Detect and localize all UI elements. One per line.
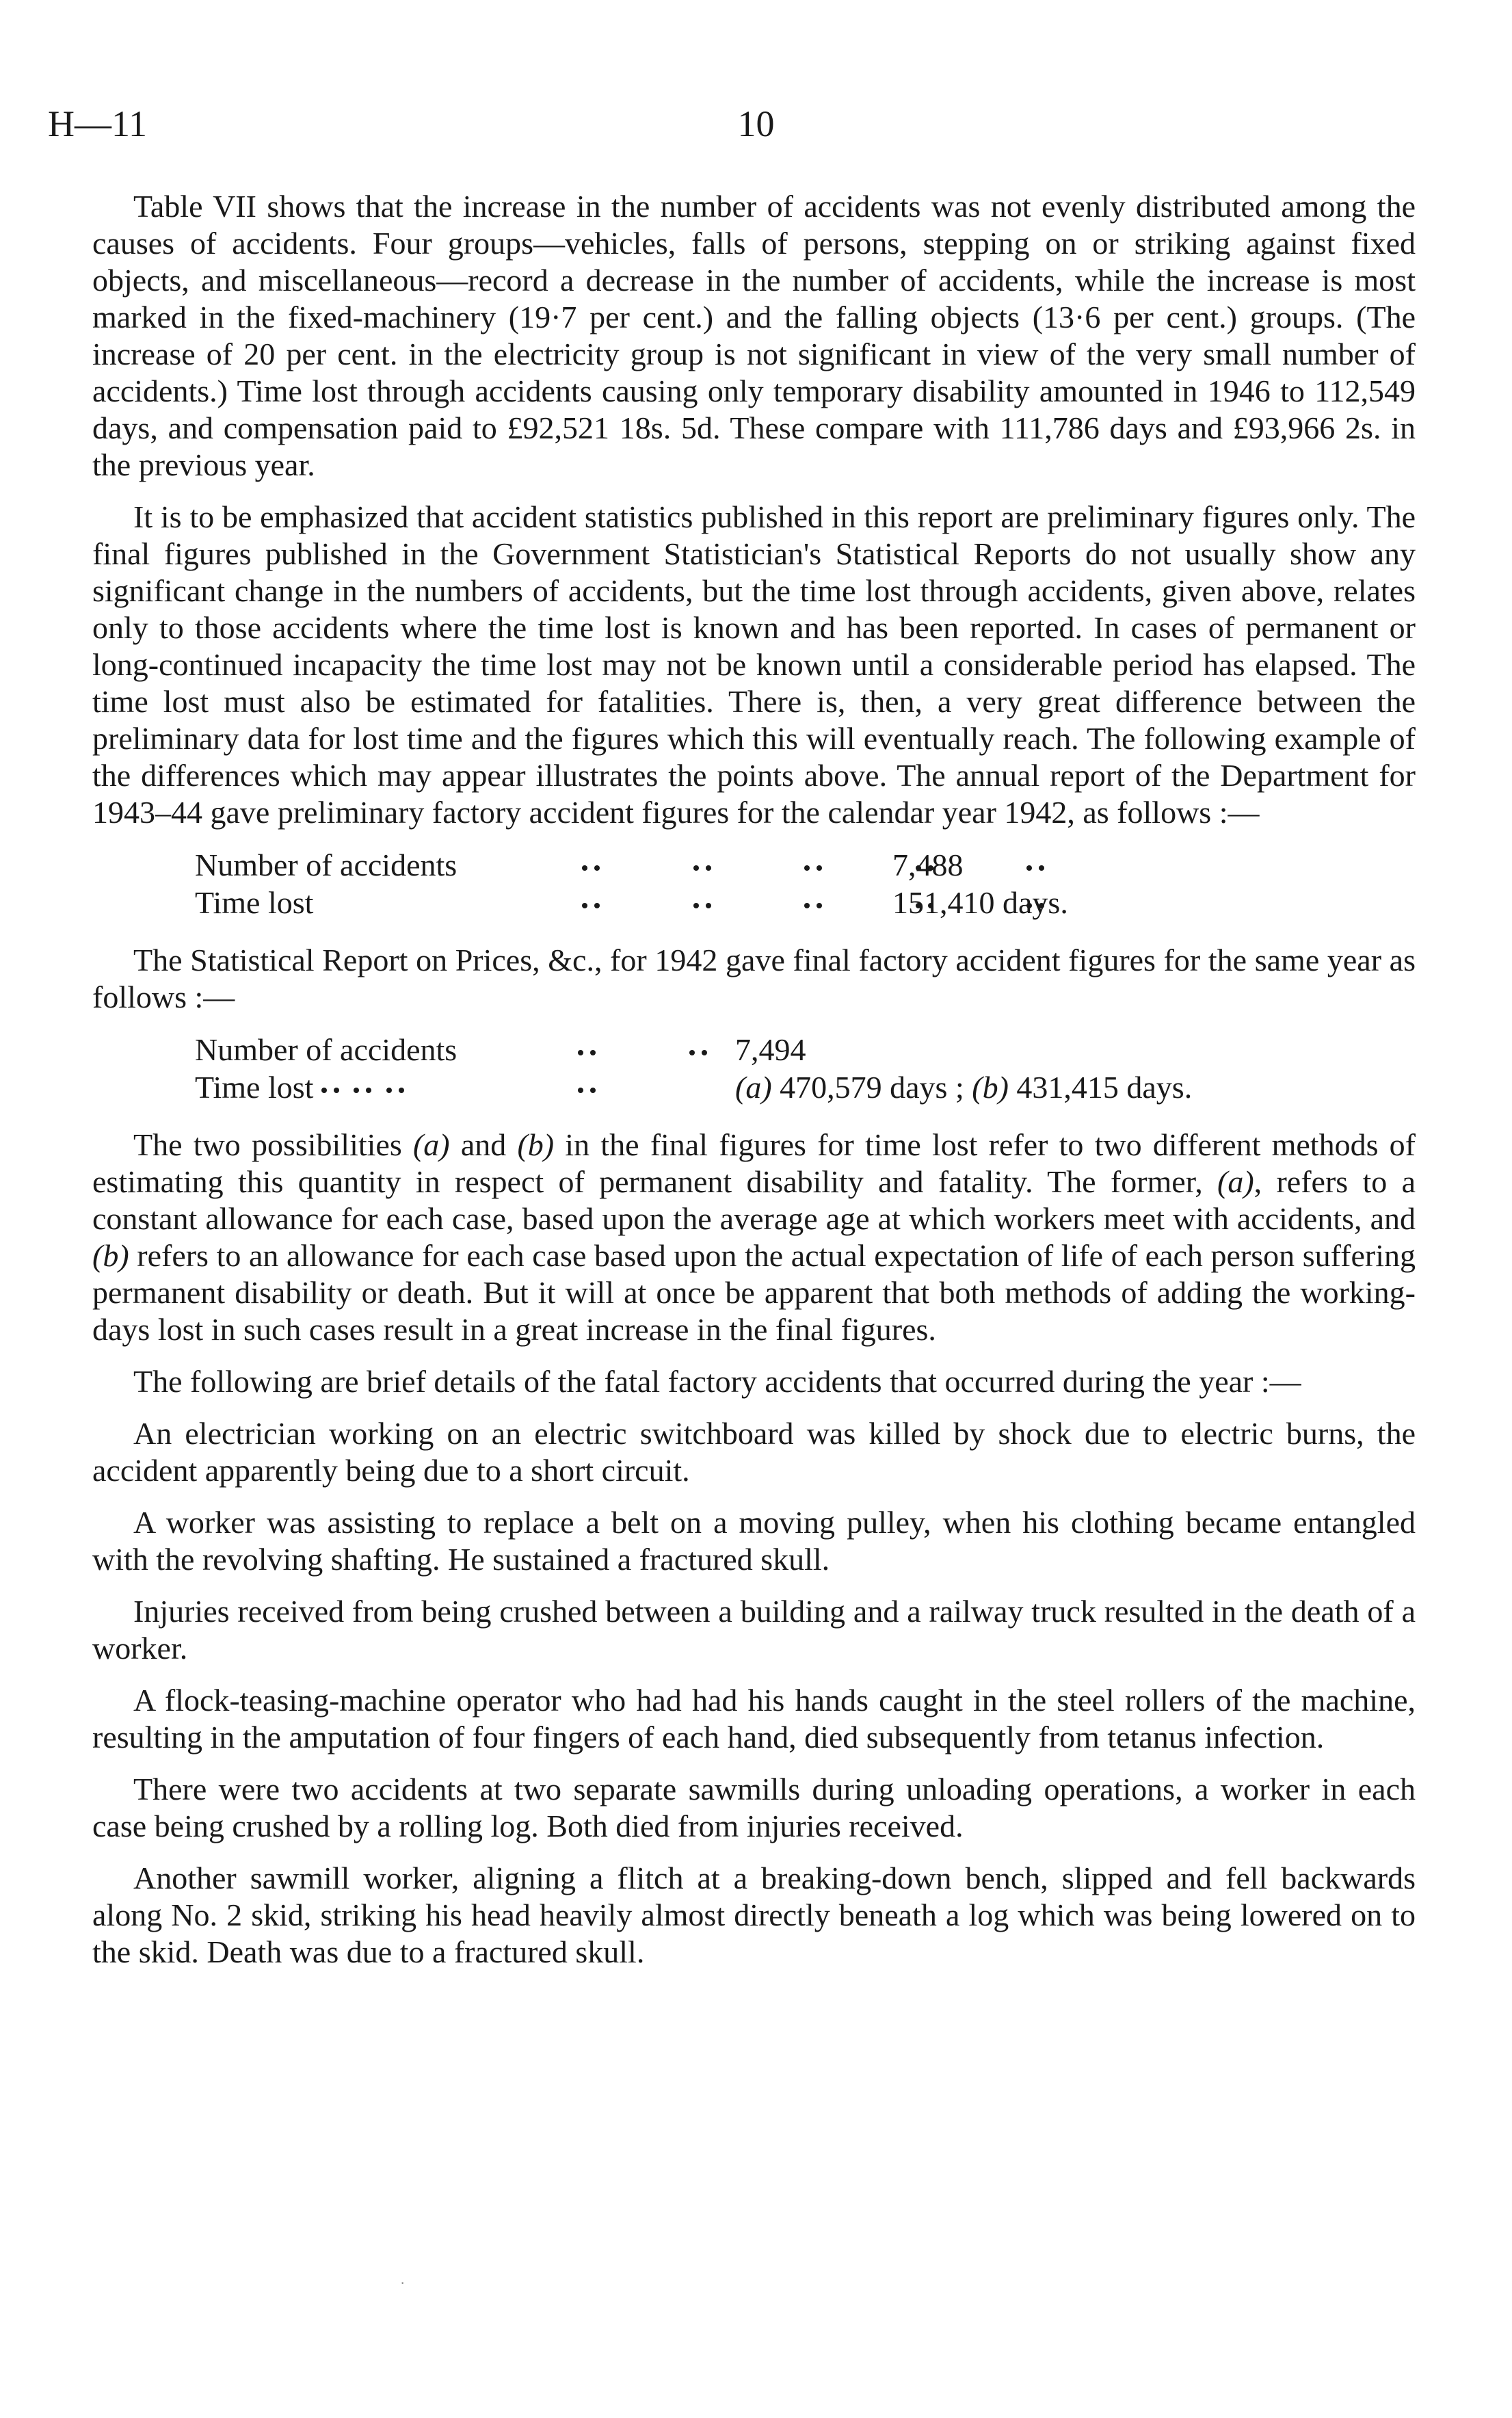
final-time-values bbox=[735, 1068, 1192, 1106]
final-figures bbox=[195, 1031, 1416, 1106]
paragraph-fatal-flock-teasing: A flock-teasing-machine operator who had had his hands caught in the steel rollers of the machine, resulting in the amputation of four fingers of each hand, died subsequently from tetanus infection. bbox=[92, 1683, 1416, 1755]
final-time-label bbox=[195, 1068, 578, 1106]
paragraph-fatal-intro: The following are brief details of the fatal factory accidents that occurred during the year :— bbox=[133, 1364, 1301, 1399]
paragraph-fatal-electrician: An electrician working on an electric switchboard was killed by shock due to electric burns, the accident apparently being due to a short circuit. bbox=[92, 1416, 1416, 1488]
text-run: , refers to a constant allowance for each case, based upon the average age at which workers meet with accidents, and bbox=[92, 1164, 1416, 1236]
text-run: in the final figures for time lost refer to two different methods of estimating this quantity in respect of permanent disability and fatality. The former, bbox=[92, 1127, 1416, 1199]
text-run: The two possibilities bbox=[133, 1127, 413, 1162]
paragraph-accident-causes: Table VII shows that the increase in the number of accidents was not evenly distributed among the causes of accidents. Four groups—vehicles, falls of persons, stepping on or striking against fixed objects, and miscellaneous—record a decrease in the number of accidents, while the increase is most marked in the fixed-machinery (19·7 per cent.) and the falling objects (13·6 per cent.) groups. (The increase of 20 per cent. in the electricity group is not significant in view of the very small number of accidents.) Time lost through accidents causing only temporary disability amounted in 1946 to 112,549 days, and compensation paid to £92,521 18s. 5d. These compare with 111,786 days and £93,966 2s. in the previous year. bbox=[92, 189, 1416, 482]
preliminary-accidents-label: Number of accidents bbox=[195, 847, 457, 882]
text-run: and bbox=[449, 1127, 518, 1162]
final-accidents-row bbox=[195, 1031, 1416, 1068]
preliminary-accidents-value: 7,488 bbox=[892, 847, 964, 882]
final-accidents-label: Number of accidents bbox=[195, 1032, 457, 1067]
print-mark: · bbox=[400, 2274, 406, 2291]
preliminary-figures bbox=[195, 846, 1416, 921]
method-a-value: 470,579 days ; bbox=[780, 1070, 964, 1105]
paragraph-estimation-methods bbox=[92, 1127, 1416, 1348]
text-run-italic: (b) bbox=[517, 1127, 555, 1162]
preliminary-time-row bbox=[195, 884, 1416, 921]
preliminary-time-label: Time lost bbox=[195, 885, 314, 920]
paragraph-preliminary-statistics: It is to be emphasized that accident statistics published in this report are preliminary figures only. The final figures published in the Government Statistician's Statistical Reports do not usually show any significant change in the numbers of accidents, but the time lost through accidents, given above, relates only to those accidents where the time lost is known and has been reported. In cases of permanent or long-continued incapacity the time lost may not be known until a considerable period has elapsed. The time lost must also be estimated for fatalities. There is, then, a very great difference between the preliminary data for lost time and the figures which this will eventually reach. The following example of the differences which may appear illustrates the points above. The annual report of the Department for 1943–44 gave preliminary factory accident figures for the calendar year 1942, as follows :— bbox=[92, 499, 1416, 830]
paragraph-fatal-railway-truck: Injuries received from being crushed between a building and a railway truck resulted in the death of a worker. bbox=[92, 1594, 1416, 1666]
text-run: refers to an allowance for each case based upon the actual expectation of life of each person suffering permanent disability or death. But it will at once be apparent that both methods of adding the working-days lost in such cases result in a great increase in the final figures. bbox=[92, 1238, 1416, 1347]
page-header bbox=[48, 103, 1464, 150]
method-b-value: 431,415 days. bbox=[1016, 1070, 1193, 1105]
preliminary-time-value: 151,410 days. bbox=[892, 885, 1068, 920]
page-number: 10 bbox=[737, 103, 775, 144]
leader-dots bbox=[551, 846, 892, 884]
paragraph-fatal-pulley: A worker was assisting to replace a belt on a moving pulley, when his clothing became entangled with the revolving shafting. He sustained a fractured skull. bbox=[92, 1505, 1416, 1577]
leader-dots bbox=[551, 884, 892, 921]
document-code: H—11 bbox=[48, 103, 147, 144]
paragraph-fatal-flitch: Another sawmill worker, aligning a flitch at a breaking-down bench, slipped and fell backwards along No. 2 skid, striking his head heavily almost directly beneath a log which was being lowered on to the skid. Death was due to a fractured skull. bbox=[92, 1861, 1416, 1969]
final-time-row bbox=[195, 1068, 1416, 1106]
final-time-label-text: Time lost bbox=[195, 1070, 314, 1105]
leader-dots bbox=[578, 1068, 735, 1106]
leader-dots bbox=[578, 1031, 735, 1068]
paragraph-final-report: The Statistical Report on Prices, &c., for 1942 gave final factory accident figures for the same year as follows :— bbox=[92, 943, 1416, 1014]
method-b-label: (b) bbox=[972, 1070, 1009, 1105]
preliminary-accidents-row bbox=[195, 846, 1416, 884]
text-run-italic: (b) bbox=[92, 1238, 129, 1273]
method-a-label: (a) bbox=[735, 1070, 772, 1105]
final-accidents-value: 7,494 bbox=[735, 1032, 806, 1067]
text-run-italic: (a) bbox=[1217, 1164, 1254, 1199]
body-text bbox=[92, 188, 1416, 1986]
paragraph-fatal-sawmills: There were two accidents at two separate sawmills during unloading operations, a worker in each case being crushed by a rolling log. Both died from injuries received. bbox=[92, 1772, 1416, 1843]
text-run-italic: (a) bbox=[412, 1127, 450, 1162]
